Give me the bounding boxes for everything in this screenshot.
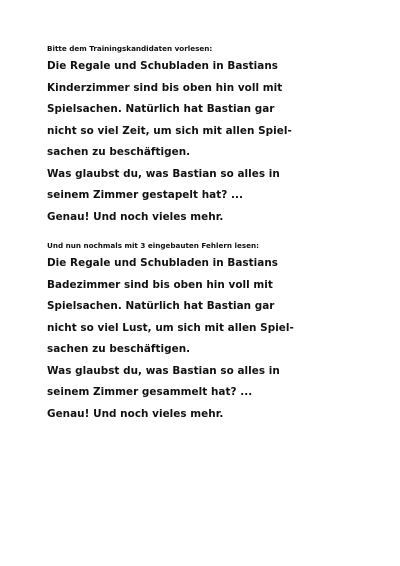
story-line: sachen zu beschäftigen. (47, 146, 191, 158)
story-line: Spielsachen. Natürlich hat Bastian gar (47, 300, 275, 312)
story-text-with-errors (47, 253, 367, 425)
story-line: seinem Zimmer gesammelt hat? ... (47, 386, 253, 398)
story-line: Spielsachen. Natürlich hat Bastian gar (47, 103, 275, 115)
story-line: Was glaubst du, was Bastian so alles in (47, 364, 280, 377)
original-text-section (47, 44, 367, 228)
story-line: Badezimmer sind bis oben hin voll mit (47, 278, 273, 291)
story-line: Die Regale und Schubladen in Bastians (47, 257, 279, 269)
instruction-read-with-errors: Und nun nochmals mit 3 eingebauten Fehlern lesen: (47, 241, 259, 250)
story-line: seinem Zimmer gestapelt hat? ... (47, 189, 243, 201)
story-text (47, 56, 367, 228)
story-line: Genau! Und noch vieles mehr. (47, 407, 224, 420)
story-line: nicht so viel Zeit, um sich mit allen Spiel- (47, 124, 292, 137)
error-text-section (47, 241, 367, 425)
story-line: nicht so viel Lust, um sich mit allen Spiel- (47, 321, 294, 334)
story-line: Kinderzimmer sind bis oben hin voll mit (47, 81, 283, 94)
story-line: Was glaubst du, was Bastian so alles in (47, 167, 280, 180)
story-line: Die Regale und Schubladen in Bastians (47, 60, 279, 72)
story-line: Genau! Und noch vieles mehr. (47, 210, 224, 223)
instruction-read-aloud: Bitte dem Trainingskandidaten vorlesen: (47, 44, 213, 53)
story-line: sachen zu beschäftigen. (47, 343, 191, 355)
